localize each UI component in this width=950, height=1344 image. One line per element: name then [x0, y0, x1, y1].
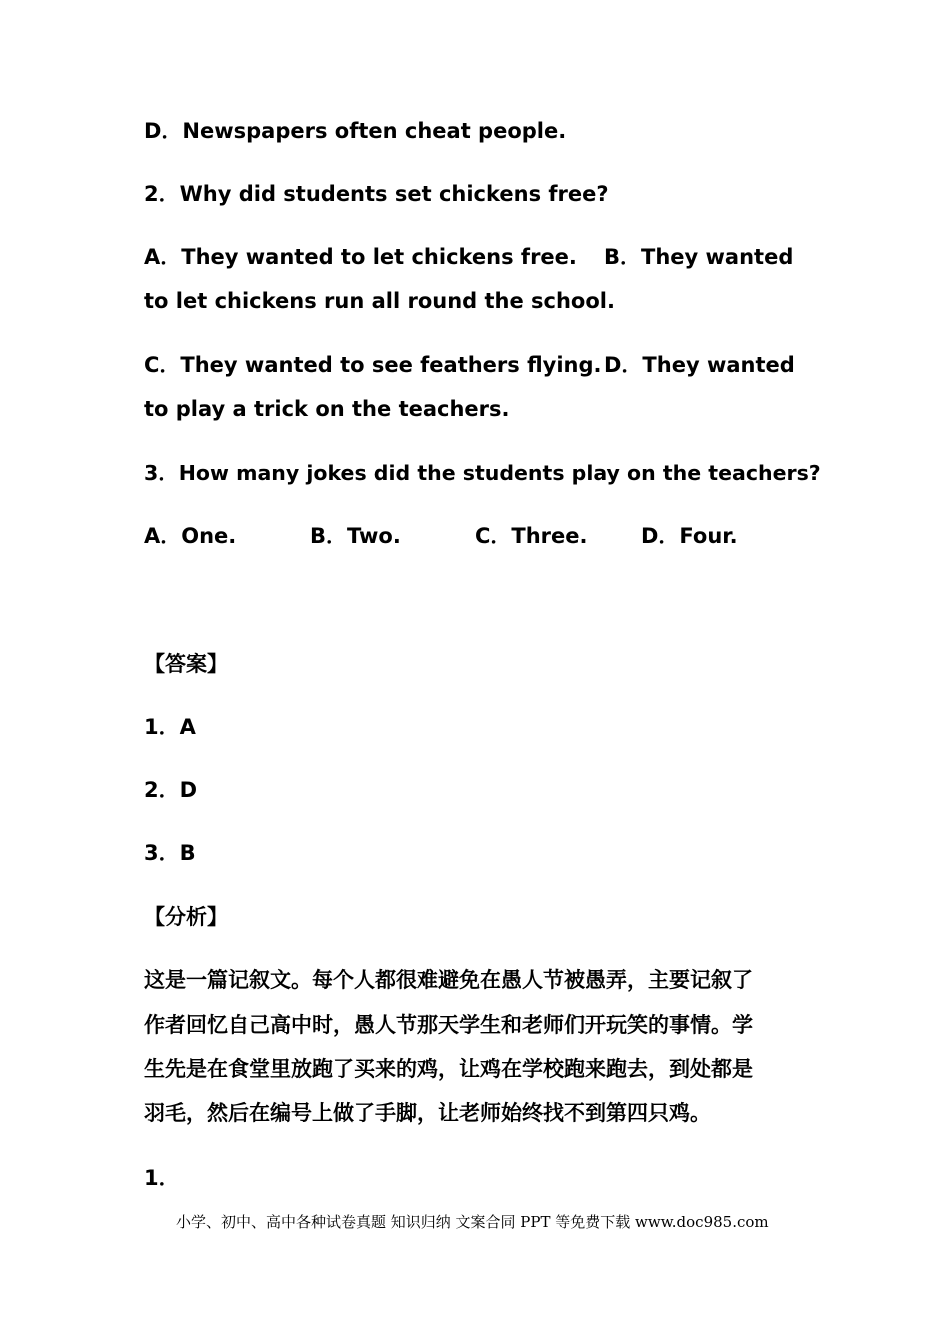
answer-1: 1．A [144, 715, 196, 739]
analysis-number-1: 1． [144, 1166, 180, 1190]
answer-3: 3．B [144, 841, 196, 865]
q2-option-b: B．They wanted [604, 245, 794, 269]
analysis-line-2: 作者回忆自己高中时，愚人节那天学生和老师们开玩笑的事情。学 [144, 1013, 753, 1037]
answer-heading: 【答案】 [144, 652, 228, 676]
q2-option-d-continued: to play a trick on the teachers. [144, 397, 510, 421]
q3-option-d: D．Four. [641, 524, 738, 548]
analysis-line-3: 生先是在食堂里放跑了买来的鸡，让鸡在学校跑来跑去，到处都是 [144, 1057, 753, 1081]
question-2: 2．Why did students set chickens free? [144, 182, 609, 206]
q2-option-a: A．They wanted to let chickens free. [144, 245, 577, 269]
q3-option-b: B．Two. [310, 524, 401, 548]
q3-option-a: A．One. [144, 524, 237, 548]
answer-2: 2．D [144, 778, 198, 802]
question-3: 3．How many jokes did the students play on the teachers? [144, 461, 821, 485]
analysis-line-1: 这是一篇记叙文。每个人都很难避免在愚人节被愚弄，主要记叙了 [144, 968, 753, 992]
q3-option-c: C．Three. [475, 524, 588, 548]
q1-option-d: D．Newspapers often cheat people. [144, 119, 567, 143]
q2-option-b-continued: to let chickens run all round the school. [144, 289, 615, 313]
analysis-heading: 【分析】 [144, 905, 228, 929]
page-footer: 小学、初中、高中各种试卷真题 知识归纳 文案合同 PPT 等免费下载 www.doc985.com [176, 1213, 769, 1231]
q2-option-d: D．They wanted [604, 353, 795, 377]
analysis-line-4: 羽毛，然后在编号上做了手脚，让老师始终找不到第四只鸡。 [144, 1101, 711, 1125]
q2-option-c: C．They wanted to see feathers flying. [144, 353, 602, 377]
